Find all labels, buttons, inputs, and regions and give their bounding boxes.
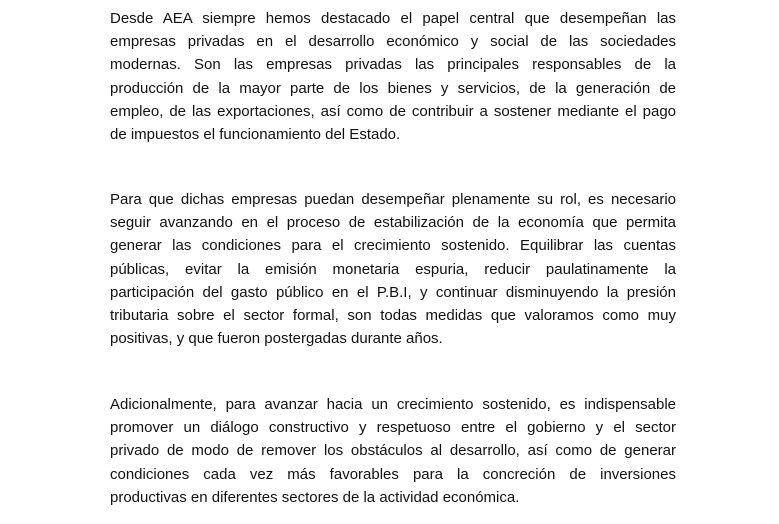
paragraph-line: Para que dichas empresas puedan desempeñar plenamente su rol, es necesario	[110, 191, 676, 208]
paragraph-line: condiciones cada vez más favorables para la concreción de inversiones	[110, 465, 676, 483]
paragraph-line: de impuestos el funcionamiento del Estado.	[110, 125, 401, 143]
paragraph-line: Adicionalmente, para avanzar hacia un crecimiento sostenido, es indispensable	[110, 396, 676, 413]
paragraph-line: privado de modo de remover los obstáculos al desarrollo, así como de generar	[110, 442, 676, 460]
paragraph-line: empleo, de las exportaciones, así como de contribuir a sostener mediante el pago	[110, 102, 676, 120]
paragraph-line: empresas privadas en el desarrollo económico y social de las sociedades	[110, 33, 676, 51]
paragraph-line: tributaria sobre el sector formal, son todas medidas que valoramos como muy	[110, 306, 676, 324]
paragraph-line: Desde AEA siempre hemos destacado el papel central que desempeñan las	[110, 10, 676, 27]
paragraph-private-companies-role	[110, 7, 676, 146]
paragraph-line: productivas en diferentes sectores de la actividad económica.	[110, 488, 520, 506]
paragraph-line: seguir avanzando en el proceso de estabilización de la economía que permita	[110, 214, 676, 232]
paragraph-line: promover un diálogo constructivo y respetuoso entre el gobierno y el sector	[110, 419, 676, 437]
paragraph-line: participación del gasto público en el P.B.I, y continuar disminuyendo la presión	[110, 283, 676, 301]
paragraph-constructive-dialogue	[110, 393, 676, 509]
paragraph-line: positivas, y que fueron postergadas durante años.	[110, 330, 443, 348]
paragraph-line: modernas. Son las empresas privadas las principales responsables de la	[110, 56, 676, 74]
paragraph-economic-stabilization	[110, 188, 676, 350]
paragraph-line: producción de la mayor parte de los bienes y servicios, de la generación de	[110, 79, 676, 97]
paragraph-line: públicas, evitar la emisión monetaria espuria, reducir paulatinamente la	[110, 260, 676, 278]
paragraph-line: generar las condiciones para el crecimiento sostenido. Equilibrar las cuentas	[110, 237, 676, 255]
